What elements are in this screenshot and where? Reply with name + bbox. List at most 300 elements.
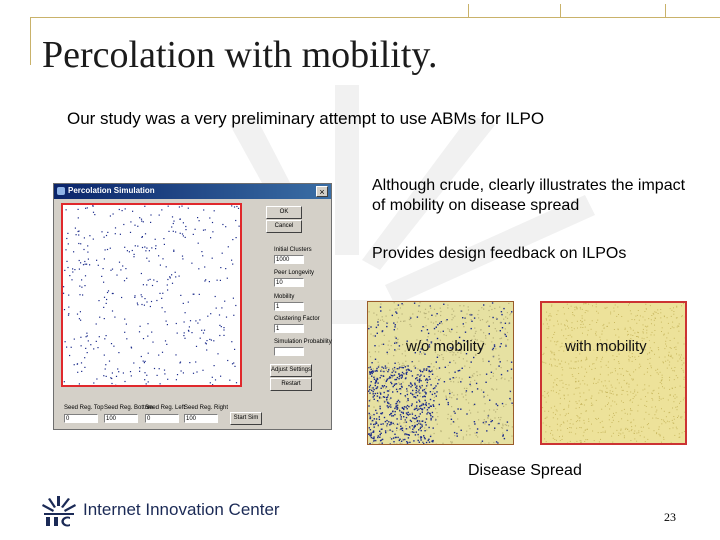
texture-dot <box>630 328 631 329</box>
texture-dot <box>137 304 138 305</box>
texture-dot <box>426 385 427 386</box>
texture-dot <box>661 442 662 443</box>
texture-dot <box>602 421 603 422</box>
texture-dot <box>388 394 389 395</box>
texture-dot <box>417 434 418 435</box>
texture-dot <box>374 418 375 419</box>
texture-dot <box>416 385 417 386</box>
texture-dot <box>379 397 380 398</box>
texture-dot <box>440 378 441 379</box>
texture-dot <box>619 363 620 364</box>
texture-dot <box>566 384 567 385</box>
texture-dot <box>426 313 427 314</box>
texture-dot <box>382 423 383 424</box>
texture-dot <box>398 382 399 383</box>
texture-dot <box>592 431 593 432</box>
texture-dot <box>204 280 205 281</box>
texture-dot <box>493 373 494 374</box>
texture-dot <box>98 300 99 301</box>
texture-dot <box>466 434 467 435</box>
texture-dot <box>394 379 395 380</box>
texture-dot <box>548 316 549 317</box>
restart-button[interactable]: Restart <box>270 378 312 391</box>
texture-dot <box>375 385 376 386</box>
texture-dot <box>681 418 682 419</box>
texture-dot <box>677 317 678 318</box>
texture-dot <box>373 440 374 441</box>
texture-dot <box>370 366 371 367</box>
texture-dot <box>569 432 570 433</box>
texture-dot <box>669 365 670 366</box>
texture-dot <box>582 309 583 310</box>
texture-dot <box>663 362 664 363</box>
texture-dot <box>440 308 441 309</box>
texture-dot <box>586 372 587 373</box>
texture-dot <box>682 432 683 433</box>
texture-dot <box>377 333 378 334</box>
texture-dot <box>545 418 546 419</box>
texture-dot <box>401 441 402 442</box>
texture-dot <box>474 328 475 329</box>
seed-bottom-field[interactable]: 100 <box>104 414 138 423</box>
texture-dot <box>504 379 505 380</box>
texture-dot <box>151 332 152 333</box>
texture-dot <box>380 377 381 378</box>
texture-dot <box>120 269 121 270</box>
texture-dot <box>388 407 389 408</box>
start-sim-button[interactable]: Start Sim <box>230 412 262 425</box>
texture-dot <box>678 343 679 344</box>
texture-dot <box>134 225 135 226</box>
texture-dot <box>396 338 397 339</box>
texture-dot <box>124 247 125 248</box>
texture-dot <box>231 205 232 206</box>
texture-dot <box>432 394 433 395</box>
texture-dot <box>470 385 471 386</box>
texture-dot <box>589 324 590 325</box>
texture-dot <box>162 307 163 308</box>
texture-dot <box>106 335 107 336</box>
texture-dot <box>404 421 405 422</box>
texture-dot <box>375 382 376 383</box>
texture-dot <box>560 398 561 399</box>
texture-dot <box>87 352 88 353</box>
texture-dot <box>500 361 501 362</box>
texture-dot <box>565 329 566 330</box>
texture-dot <box>511 369 512 370</box>
texture-dot <box>544 411 545 412</box>
texture-dot <box>654 430 655 431</box>
texture-dot <box>571 368 572 369</box>
seed-top-field[interactable]: 0 <box>64 414 98 423</box>
texture-dot <box>418 391 419 392</box>
texture-dot <box>405 361 406 362</box>
texture-dot <box>680 401 681 402</box>
texture-dot <box>386 380 387 381</box>
texture-dot <box>416 402 417 403</box>
texture-dot <box>423 441 424 442</box>
texture-dot <box>576 401 577 402</box>
texture-dot <box>466 431 467 432</box>
texture-dot <box>410 393 411 394</box>
texture-dot <box>430 436 431 437</box>
texture-dot <box>449 389 450 390</box>
texture-dot <box>412 375 413 376</box>
texture-dot <box>606 326 607 327</box>
texture-dot <box>483 332 484 333</box>
texture-dot <box>615 368 616 369</box>
texture-dot <box>370 326 371 327</box>
texture-dot <box>462 317 463 318</box>
texture-dot <box>220 267 221 268</box>
texture-dot <box>657 309 658 310</box>
texture-dot <box>577 328 578 329</box>
texture-dot <box>469 384 470 385</box>
texture-dot <box>501 374 502 375</box>
texture-dot <box>407 405 408 406</box>
texture-dot <box>563 307 564 308</box>
texture-dot <box>117 368 118 369</box>
texture-dot <box>398 317 399 318</box>
texture-dot <box>463 358 464 359</box>
texture-dot <box>87 252 88 253</box>
left-rule <box>30 17 31 65</box>
texture-dot <box>459 370 460 371</box>
texture-dot <box>372 438 373 439</box>
texture-dot <box>377 379 378 380</box>
texture-dot <box>548 326 549 327</box>
texture-dot <box>177 333 178 334</box>
texture-dot <box>452 392 453 393</box>
texture-dot <box>379 431 380 432</box>
texture-dot <box>131 375 132 376</box>
texture-dot <box>73 251 74 252</box>
field-label: Clustering Factor <box>274 316 320 322</box>
texture-dot <box>216 308 217 309</box>
texture-dot <box>212 384 213 385</box>
texture-dot <box>477 428 478 429</box>
texture-dot <box>543 353 544 354</box>
texture-dot <box>468 306 469 307</box>
texture-dot <box>385 430 386 431</box>
texture-dot <box>474 423 475 424</box>
texture-dot <box>390 423 391 424</box>
texture-dot <box>667 317 668 318</box>
texture-dot <box>420 302 421 303</box>
texture-dot <box>188 208 189 209</box>
texture-dot <box>670 328 671 329</box>
texture-dot <box>383 344 384 345</box>
texture-dot <box>649 385 650 386</box>
texture-dot <box>594 440 595 441</box>
texture-dot <box>601 367 602 368</box>
texture-dot <box>412 417 413 418</box>
texture-dot <box>494 344 495 345</box>
texture-dot <box>139 371 140 372</box>
seed-right-field[interactable]: 100 <box>184 414 218 423</box>
texture-dot <box>144 379 145 380</box>
close-icon[interactable]: × <box>316 186 328 197</box>
texture-dot <box>484 419 485 420</box>
simulation-probability-field[interactable] <box>274 347 304 356</box>
texture-dot <box>491 372 492 373</box>
mobility-field[interactable]: 1 <box>274 302 304 311</box>
seed-left-field[interactable]: 0 <box>145 414 179 423</box>
texture-dot <box>587 385 588 386</box>
adjust-settings-button[interactable]: Adjust Settings <box>270 364 312 377</box>
texture-dot <box>637 385 638 386</box>
texture-dot <box>176 379 177 380</box>
texture-dot <box>380 306 381 307</box>
peer-longevity-field[interactable]: 10 <box>274 278 304 287</box>
texture-dot <box>434 309 435 310</box>
texture-dot <box>628 359 629 360</box>
texture-dot <box>369 389 370 390</box>
texture-dot <box>175 272 176 273</box>
texture-dot <box>629 431 630 432</box>
texture-dot <box>598 418 599 419</box>
texture-dot <box>675 387 676 388</box>
texture-dot <box>500 322 501 323</box>
cancel-button[interactable]: Cancel <box>266 220 302 233</box>
initial-clusters-field[interactable]: 1000 <box>274 255 304 264</box>
texture-dot <box>435 321 436 322</box>
texture-dot <box>640 366 641 367</box>
texture-dot <box>565 415 566 416</box>
texture-dot <box>143 361 144 362</box>
texture-dot <box>387 353 388 354</box>
texture-dot <box>485 382 486 383</box>
texture-dot <box>435 378 436 379</box>
texture-dot <box>671 316 672 317</box>
texture-dot <box>659 400 660 401</box>
texture-dot <box>400 393 401 394</box>
texture-dot <box>483 396 484 397</box>
texture-dot <box>414 384 415 385</box>
texture-dot <box>509 314 510 315</box>
texture-dot <box>634 357 635 358</box>
texture-dot <box>81 345 82 346</box>
texture-dot <box>406 417 407 418</box>
texture-dot <box>400 383 401 384</box>
texture-dot <box>469 367 470 368</box>
texture-dot <box>489 409 490 410</box>
texture-dot <box>677 409 678 410</box>
texture-dot <box>220 280 221 281</box>
texture-dot <box>489 400 490 401</box>
texture-dot <box>478 419 479 420</box>
texture-dot <box>574 315 575 316</box>
texture-dot <box>659 426 660 427</box>
texture-dot <box>411 371 412 372</box>
texture-dot <box>451 397 452 398</box>
texture-dot <box>500 338 501 339</box>
field-label: Peer Longevity <box>274 270 315 276</box>
texture-dot <box>168 206 169 207</box>
ok-button[interactable]: OK <box>266 206 302 219</box>
texture-dot <box>598 432 599 433</box>
texture-dot <box>494 346 495 347</box>
texture-dot <box>575 378 576 379</box>
texture-dot <box>454 316 455 317</box>
texture-dot <box>170 277 171 278</box>
texture-dot <box>195 229 196 230</box>
texture-dot <box>217 280 218 281</box>
texture-dot <box>71 347 72 348</box>
texture-dot <box>397 437 398 438</box>
texture-dot <box>674 367 675 368</box>
texture-dot <box>419 381 420 382</box>
texture-dot <box>388 369 389 370</box>
texture-dot <box>637 332 638 333</box>
texture-dot <box>545 363 546 364</box>
texture-dot <box>647 424 648 425</box>
texture-dot <box>413 432 414 433</box>
texture-dot <box>219 314 220 315</box>
texture-dot <box>122 265 123 266</box>
texture-dot <box>418 408 419 409</box>
texture-dot <box>397 368 398 369</box>
texture-dot <box>577 309 578 310</box>
texture-dot <box>623 375 624 376</box>
top-rule <box>30 17 720 18</box>
texture-dot <box>412 403 413 404</box>
texture-dot <box>393 437 394 438</box>
texture-dot <box>662 386 663 387</box>
texture-dot <box>572 376 573 377</box>
texture-dot <box>204 330 205 331</box>
texture-dot <box>79 269 80 270</box>
texture-dot <box>684 431 685 432</box>
texture-dot <box>385 432 386 433</box>
texture-dot <box>579 427 580 428</box>
texture-dot <box>405 355 406 356</box>
texture-dot <box>601 334 602 335</box>
texture-dot <box>378 425 379 426</box>
texture-dot <box>553 387 554 388</box>
texture-dot <box>384 400 385 401</box>
texture-dot <box>606 365 607 366</box>
texture-dot <box>400 414 401 415</box>
texture-dot <box>554 358 555 359</box>
texture-dot <box>397 342 398 343</box>
texture-dot <box>173 221 174 222</box>
texture-dot <box>395 350 396 351</box>
texture-dot <box>661 383 662 384</box>
texture-dot <box>671 310 672 311</box>
texture-dot <box>614 311 615 312</box>
texture-dot <box>559 350 560 351</box>
texture-dot <box>389 404 390 405</box>
texture-dot <box>394 363 395 364</box>
texture-dot <box>453 317 454 318</box>
texture-dot <box>391 345 392 346</box>
texture-dot <box>379 437 380 438</box>
texture-dot <box>378 324 379 325</box>
texture-dot <box>465 332 466 333</box>
texture-dot <box>236 382 237 383</box>
texture-dot <box>618 421 619 422</box>
texture-dot <box>463 438 464 439</box>
texture-dot <box>84 261 85 262</box>
texture-dot <box>454 412 455 413</box>
texture-dot <box>374 376 375 377</box>
texture-dot <box>202 255 203 256</box>
texture-dot <box>377 437 378 438</box>
texture-dot <box>621 401 622 402</box>
texture-dot <box>394 414 395 415</box>
texture-dot <box>120 234 121 235</box>
texture-dot <box>629 360 630 361</box>
texture-dot <box>485 335 486 336</box>
texture-dot <box>406 365 407 366</box>
texture-dot <box>676 349 677 350</box>
texture-dot <box>576 421 577 422</box>
texture-dot <box>375 359 376 360</box>
texture-dot <box>661 322 662 323</box>
texture-dot <box>671 348 672 349</box>
texture-dot <box>562 367 563 368</box>
texture-dot <box>397 391 398 392</box>
texture-dot <box>656 432 657 433</box>
texture-dot <box>604 308 605 309</box>
texture-dot <box>443 357 444 358</box>
texture-dot <box>669 380 670 381</box>
texture-dot <box>623 390 624 391</box>
texture-dot <box>664 411 665 412</box>
texture-dot <box>554 332 555 333</box>
texture-dot <box>576 306 577 307</box>
texture-dot <box>368 405 369 406</box>
texture-dot <box>502 428 503 429</box>
texture-dot <box>402 344 403 345</box>
texture-dot <box>448 365 449 366</box>
texture-dot <box>580 404 581 405</box>
texture-dot <box>548 328 549 329</box>
texture-dot <box>582 380 583 381</box>
texture-dot <box>78 231 79 232</box>
texture-dot <box>440 322 441 323</box>
texture-dot <box>453 381 454 382</box>
texture-dot <box>394 369 395 370</box>
texture-dot <box>650 305 651 306</box>
texture-dot <box>406 422 407 423</box>
texture-dot <box>559 390 560 391</box>
texture-dot <box>596 304 597 305</box>
clustering-factor-field[interactable]: 1 <box>274 324 304 333</box>
texture-dot <box>139 331 140 332</box>
texture-dot <box>571 327 572 328</box>
texture-dot <box>543 354 544 355</box>
texture-dot <box>616 412 617 413</box>
texture-dot <box>437 383 438 384</box>
texture-dot <box>671 355 672 356</box>
texture-dot <box>414 383 415 384</box>
texture-dot <box>426 370 427 371</box>
texture-dot <box>433 404 434 405</box>
texture-dot <box>371 390 372 391</box>
texture-dot <box>493 337 494 338</box>
texture-dot <box>656 410 657 411</box>
texture-dot <box>422 396 423 397</box>
texture-dot <box>199 220 200 221</box>
texture-dot <box>129 251 130 252</box>
texture-dot <box>605 380 606 381</box>
texture-dot <box>408 385 409 386</box>
texture-dot <box>68 313 69 314</box>
texture-dot <box>621 410 622 411</box>
texture-dot <box>470 412 471 413</box>
